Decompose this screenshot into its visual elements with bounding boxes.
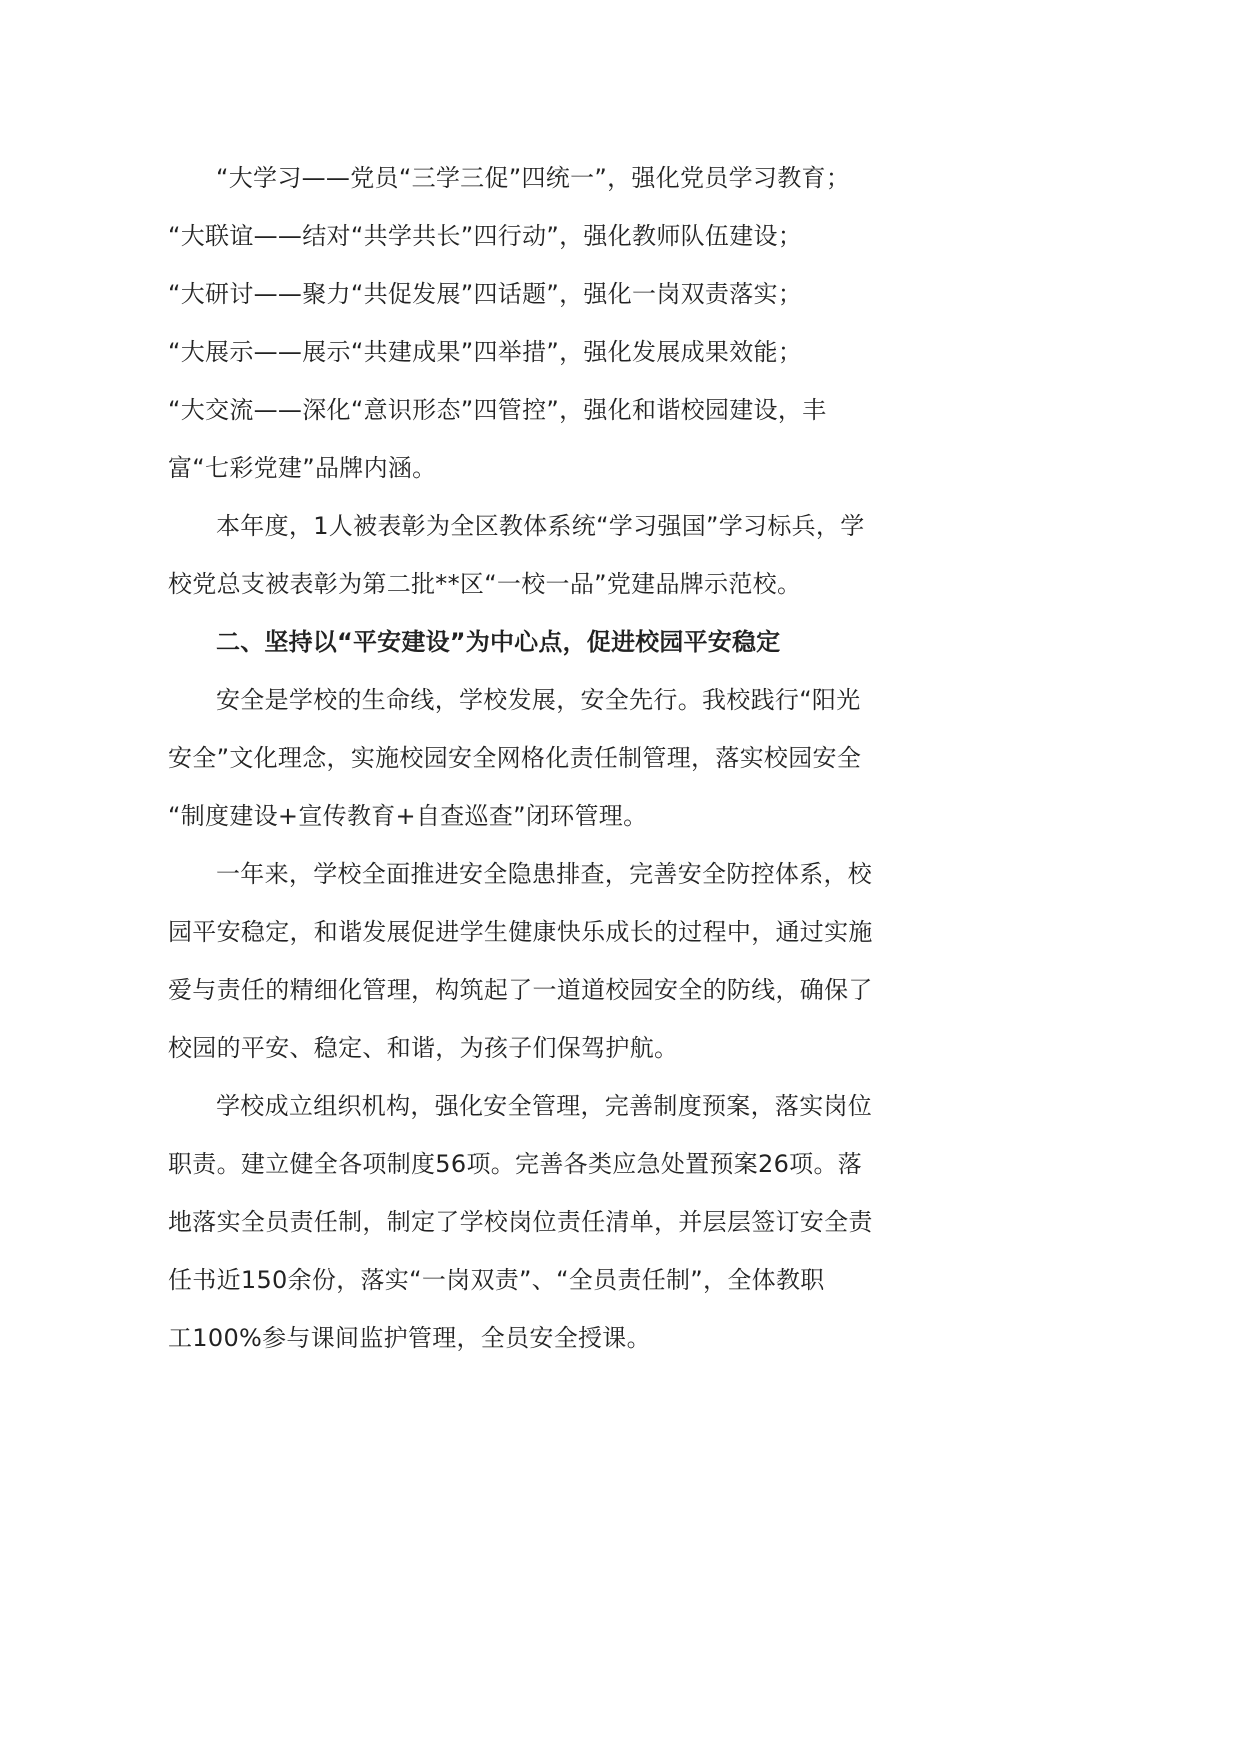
text-line: 学校成立组织机构，强化安全管理，完善制度预案，落实岗位 — [216, 1092, 873, 1120]
text-line: 校园的平安、稳定、和谐，为孩子们保驾护航。 — [168, 1034, 679, 1062]
section-heading — [168, 613, 943, 671]
document-body — [168, 149, 943, 1367]
text-line: 本年度，1人被表彰为全区教体系统“学习强国”学习标兵，学 — [216, 512, 865, 540]
text-line: 园平安稳定，和谐发展促进学生健康快乐成长的过程中，通过实施 — [168, 918, 873, 946]
text-line: 一年来，学校全面推进安全隐患排查，完善安全防控体系，校 — [216, 860, 873, 888]
text-line: “大交流——深化“意识形态”四管控”，强化和谐校园建设，丰 — [168, 396, 827, 424]
paragraph-party-activities — [168, 149, 943, 497]
text-line: 任书近150余份，落实“一岗双责”、“全员责任制”，全体教职 — [168, 1266, 825, 1294]
paragraph-safety-results — [168, 845, 943, 1077]
paragraph-safety-organization — [168, 1077, 943, 1367]
text-line: 安全是学校的生命线，学校发展，安全先行。我校践行“阳光 — [216, 686, 861, 714]
text-line: “大学习——党员“三学三促”四统一”，强化党员学习教育； — [216, 164, 851, 192]
text-line: 职责。建立健全各项制度56项。完善各类应急处置预案26项。落 — [168, 1150, 863, 1178]
paragraph-awards — [168, 497, 943, 613]
text-line: “制度建设+宣传教育+自查巡查”闭环管理。 — [168, 802, 648, 830]
heading-line: 二、坚持以“平安建设”为中心点，促进校园平安稳定 — [216, 628, 781, 656]
text-line: 爱与责任的精细化管理，构筑起了一道道校园安全的防线，确保了 — [168, 976, 873, 1004]
text-line: “大联谊——结对“共学共长”四行动”，强化教师队伍建设； — [168, 222, 803, 250]
text-line: 工100%参与课间监护管理，全员安全授课。 — [168, 1324, 651, 1352]
text-line: 校党总支被表彰为第二批**区“一校一品”党建品牌示范校。 — [168, 570, 802, 598]
paragraph-safety-philosophy — [168, 671, 943, 845]
text-line: “大研讨——聚力“共促发展”四话题”，强化一岗双责落实； — [168, 280, 803, 308]
text-line: 地落实全员责任制，制定了学校岗位责任清单，并层层签订安全责 — [168, 1208, 873, 1236]
text-line: 富“七彩党建”品牌内涵。 — [168, 454, 437, 482]
text-line: 安全”文化理念，实施校园安全网格化责任制管理，落实校园安全 — [168, 744, 862, 772]
text-line: “大展示——展示“共建成果”四举措”，强化发展成果效能； — [168, 338, 803, 366]
